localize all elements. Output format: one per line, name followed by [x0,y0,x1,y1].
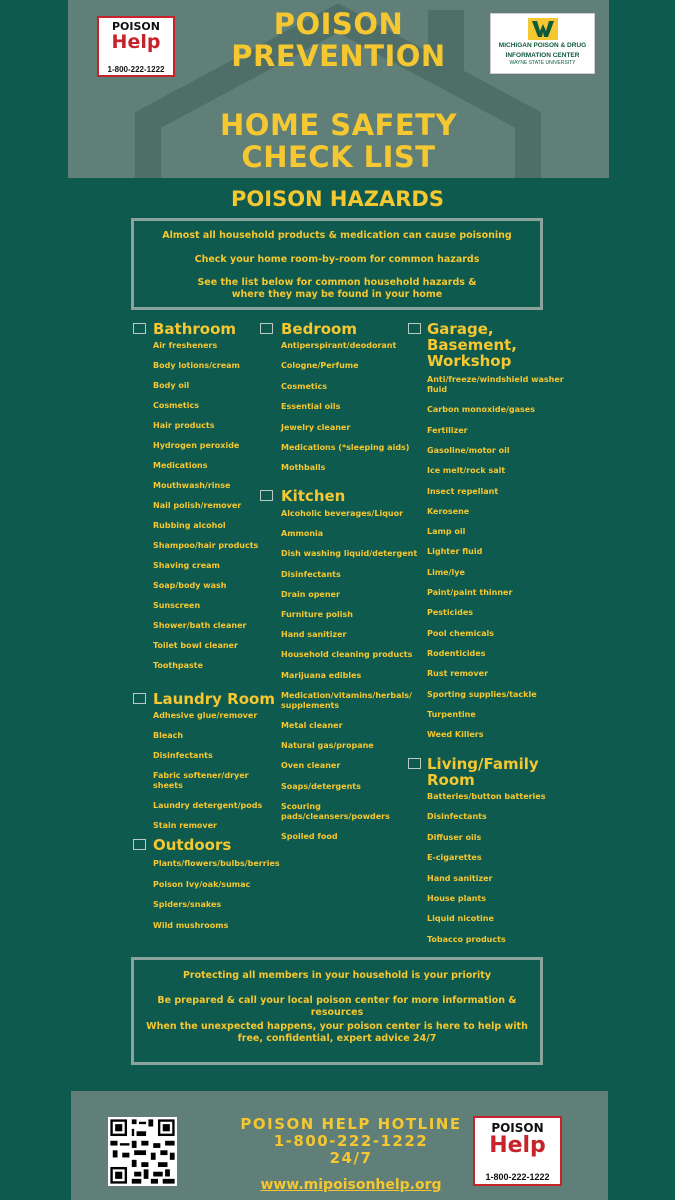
list-item: Fabric softener/dryer [153,771,249,780]
priority-line-1: Protecting all members in your household is your priority [182,970,492,981]
section-garage-title-3: Workshop [427,352,512,370]
list-item: Poison Ivy/oak/sumac [153,879,251,889]
section-outdoors-title: Outdoors [153,836,232,854]
list-item: Mouthwash/rinse [153,481,231,490]
list-item: Household cleaning products [281,650,413,660]
michigan-poison-center-logo: MICHIGAN POISON & DRUG INFORMATION CENTER WAYNE STATE UNIVERSITY [490,13,595,74]
list-item: Sporting supplies/tackle [427,689,537,699]
wayne-state-w-icon [528,18,558,40]
list-item: Spiders/snakes [153,900,222,909]
list-item: Ammonia [281,529,324,539]
list-item: Disinfectants [427,812,487,822]
intro-line-3a: See the list below for common household hazards & [197,277,477,288]
list-item: Disinfectants [281,569,341,579]
list-item: Disinfectants [153,751,213,760]
outdoors-checkbox[interactable] [133,839,146,850]
list-item: Rodenticides [427,648,486,658]
list-item: Hydrogen peroxide [153,441,240,450]
list-item: Hand sanitizer [281,630,347,640]
intro-line-2: Check your home room-by-room for common hazards [194,254,480,265]
list-item: Cosmetics [281,381,327,391]
section-bathroom-title: Bathroom [153,320,237,338]
intro-line-3b: where they may be found in your home [231,289,443,300]
list-item: Antiperspirant/deodorant [281,341,397,350]
list-item: Furniture polish [281,610,353,619]
list-item: Drain opener [281,589,340,599]
list-item: Batteries/button batteries [427,792,546,801]
list-item: Cosmetics [153,401,199,410]
list-item: Diffuser oils [427,832,482,842]
section-bedroom-title: Bedroom [281,320,357,338]
list-item: Shaving cream [153,561,220,570]
priority-line-3b: free, confidential, expert advice 24/7 [237,1033,437,1044]
priority-line-3a: When the unexpected happens, your poison center is here to help with [146,1021,528,1032]
list-item: Lamp oil [427,527,466,537]
list-item: Ice melt/rock salt [427,466,506,476]
list-item: Soap/body wash [153,581,227,590]
list-item: Rust remover [427,669,489,679]
priority-line-2: Be prepared & call your local poison center for more information & resources [157,995,517,1018]
hotline-phone[interactable]: 1-800-222-1222 [273,1132,429,1150]
living-checkbox[interactable] [408,758,421,769]
list-item: Natural gas/propane [281,741,374,751]
list-item: Paint/paint thinner [427,588,513,597]
kitchen-checkbox[interactable] [260,490,273,501]
list-item: Cologne/Perfume [281,361,359,371]
list-item: Kerosene [427,506,470,516]
list-item: Medication/vitamins/herbals/ [281,690,412,700]
list-item: supplements [281,700,340,710]
intro-line-1: Almost all household products & medication can cause poisoning [162,230,512,241]
section-garage-title-1: Garage, [427,320,494,338]
list-item: Plants/flowers/bulbs/berries [153,859,280,868]
list-item: Toilet bowl cleaner [153,641,238,650]
list-item: Oven cleaner [281,761,341,771]
list-item: Laundry detergent/pods [153,801,263,810]
poison-help-logo-footer: POISON Help 1-800-222-1222 [473,1116,562,1186]
list-item: Wild mushrooms [153,920,229,930]
bedroom-checkbox[interactable] [260,323,273,334]
list-item: Shampoo/hair products [153,541,259,550]
footer-hotline-banner [71,1091,608,1200]
list-item: Carbon monoxide/gases [427,405,535,415]
section-living-title-1: Living/Family [427,755,539,773]
hotline-label: POISON HELP HOTLINE [240,1115,462,1133]
list-item: E-cigarettes [427,853,482,863]
list-item: Anti/freeze/windshield washer [427,375,564,384]
list-item: Marijuana edibles [281,670,362,680]
intro-box [131,218,543,310]
hotline-hours: 24/7 [329,1149,373,1167]
list-item: Dish washing liquid/detergent [281,549,418,559]
list-item: pads/cleansers/powders [281,811,390,821]
list-item: Gasoline/motor oil [427,445,510,455]
poison-help-logo: POISON Help 1-800-222-1222 [97,16,175,77]
list-item: Lighter fluid [427,547,483,557]
list-item: Tobacco products [427,934,506,944]
list-item: fluid [427,385,448,394]
section-kitchen-title: Kitchen [281,487,346,505]
list-item: Toothpaste [153,661,204,670]
title-check-list: CHECK LIST [241,140,436,174]
list-item: Stain remover [153,821,217,830]
list-item: Alcoholic beverages/Liquor [281,509,404,518]
list-item: sheets [153,781,183,790]
list-item: Nail polish/remover [153,501,242,510]
poison-hazards-heading: POISON HAZARDS [231,187,444,211]
section-garage-title-2: Basement, [427,336,518,354]
list-item: Turpentine [427,709,476,719]
list-item: Pesticides [427,608,474,618]
list-item: Liquid nicotine [427,914,494,924]
list-item: Shower/bath cleaner [153,621,247,630]
laundry-checkbox[interactable] [133,693,146,704]
list-item: Adhesive glue/remover [153,711,258,720]
list-item: Bleach [153,731,184,740]
list-item: House plants [427,894,487,903]
list-item: Hand sanitizer [427,873,493,883]
list-item: Air fresheners [153,341,218,350]
list-item: Weed Killers [427,730,484,740]
qr-code-icon[interactable] [108,1117,177,1186]
list-item: Medications (*sleeping aids) [281,443,410,452]
list-item: Scouring [281,801,321,811]
list-item: Mothballs [281,463,326,473]
section-laundry-title: Laundry Room [153,690,275,708]
list-item: Essential oils [281,402,341,412]
list-item: Soaps/detergents [281,781,361,791]
list-item: Metal cleaner [281,721,343,730]
list-item: Sunscreen [153,601,201,610]
list-item: Pool chemicals [427,628,494,638]
list-item: Rubbing alcohol [153,521,226,530]
website-link[interactable]: www.mipoisonhelp.org [260,1177,442,1193]
list-item: Spoiled food [281,832,338,841]
title-prevention: PREVENTION [231,39,446,73]
bathroom-checkbox[interactable] [133,323,146,334]
list-item: Lime/lye [427,567,465,577]
list-item: Medications [153,461,208,470]
garage-checkbox[interactable] [408,323,421,334]
title-poison: POISON [273,7,404,41]
list-item: Body lotions/cream [153,361,240,370]
title-home-safety: HOME SAFETY [220,108,457,142]
list-item: Hair products [153,421,215,430]
list-item: Jewelry cleaner [281,422,351,432]
header-banner [68,0,609,178]
priority-box [131,957,543,1065]
section-living-title-2: Room [427,771,475,789]
list-item: Fertilizer [427,425,468,435]
list-item: Insect repellant [427,486,499,496]
list-item: Body oil [153,381,190,390]
